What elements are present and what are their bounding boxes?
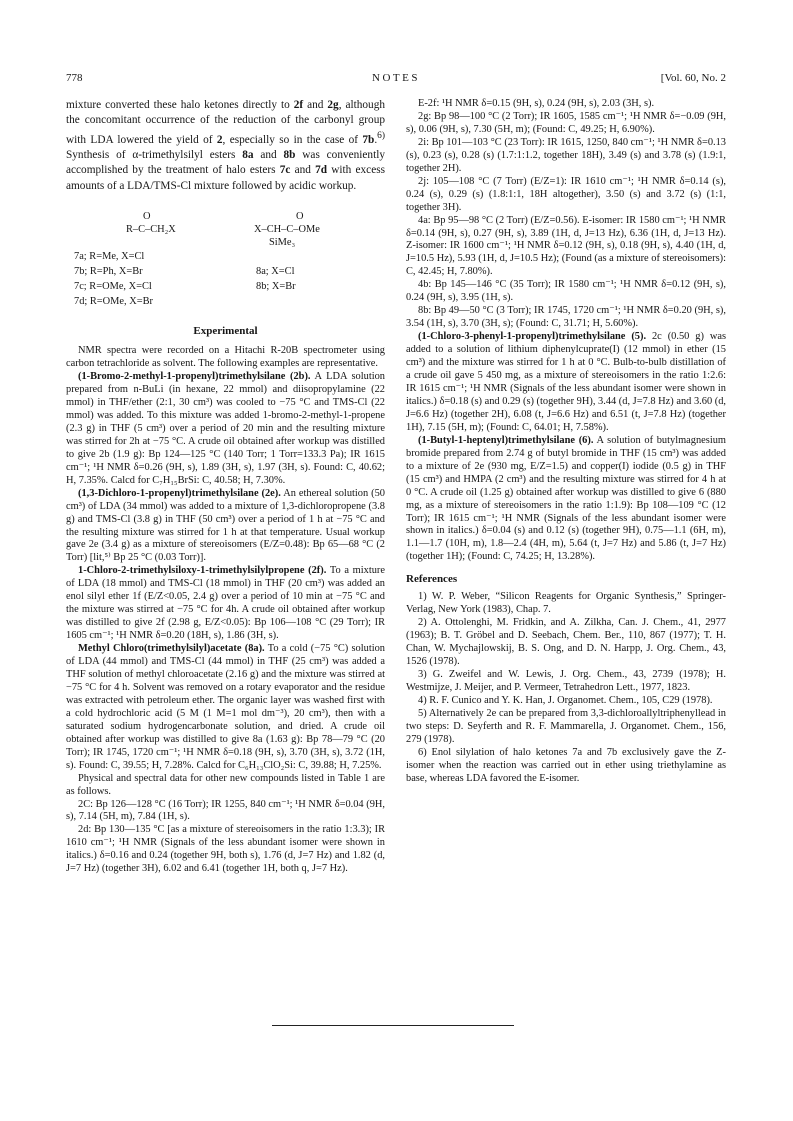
structure-scheme — [66, 210, 385, 314]
compound-7a: 7a; R=Me, X=Cl — [74, 251, 145, 263]
experimental-paragraph: 1-Chloro-2-trimethylsiloxy-1-trimethylsilylpropene (2f). To a mixture of LDA (18 mmol) and TMS-Cl (18 mmol) in THF (20 cm³) was added an enol silyl ether 1f (E/Z<0.05, 2.4 g) over a period of 10 min at −75 °C and the mixture was stirred at −75 °C for 4h. A crude oil obtained after workup was distilled to give 2f (2.98 g, E/Z<0.05): Bp 106—108 °C (29 Torr); IR 1605 cm⁻¹; ¹H NMR δ=0.20 (18H, s), 1.86 (3H, s). — [66, 565, 385, 642]
reference-item: 2) A. Ottolenghi, M. Fridkin, and A. Zilkha, Can. J. Chem., 41, 2977 (1963); B. T. Gröbel and D. Seebach, Chem. Ber., 110, 867 (1977); T. H. Chan, W. Mychajlowskij, B. S. Ong, and D. N. Harpp, J. Org. Chem., 43, 1526 (1978). — [406, 617, 726, 668]
references-heading: References — [406, 573, 458, 586]
reference-item: 5) Alternatively 2e can be prepared from 3,3-dichloroallyltriphenyllead in two steps: D. Seyferth and R. F. Mammarella, J. Organomet. Chem., 156, 279 (1978). — [406, 707, 726, 745]
experimental-paragraph: 8b: Bp 49—50 °C (3 Torr); IR 1745, 1720 cm⁻¹; ¹H NMR δ=0.20 (9H, s), 3.54 (1H, s), 3.70 (3H, s); (Found: C, 31.71; H, 5.60%). — [406, 305, 726, 330]
carbonyl-o-8: O — [296, 211, 304, 223]
experimental-paragraph: (1-Bromo-2-methyl-1-propenyl)trimethylsilane (2b). A LDA solution prepared from n-BuLi (in hexane, 22 mmol) and diisopropylamine (22 mmol) in THF/ether (2:1, 30 cm³) was cooled to −75 °C and TMS-Cl (22 mmol) was added. To this mixture was added 1-bromo-2-methyl-1-propene (2.3 g) in THF (5 cm³) over a period of 20 min and the resulting mixture was stirred for 2h at −75 °C. A crude oil obtained after workup was distilled to give 2b (1.9 g): Bp 124—125 °C (140 Torr; 1 Torr=133.3 Pa); IR 1615 cm⁻¹; ¹H NMR δ=0.26 (9H, s), 1.89 (3H, s), 1.97 (3H, s). Found: C, 40.62; H, 7.35%. Calcd for C₇H₁₅BrSi: C, 40.58; H, 7.30%. — [66, 371, 385, 486]
experimental-paragraph: Physical and spectral data for other new compounds listed in Table 1 are as follows. — [66, 772, 385, 797]
reference-item: 4) R. F. Cunico and Y. K. Han, J. Organomet. Chem., 105, C29 (1978). — [418, 694, 713, 706]
compound-8b: 8b; X=Br — [256, 281, 296, 293]
experimental-paragraph: 2i: Bp 101—103 °C (23 Torr): IR 1615, 1250, 840 cm⁻¹; ¹H NMR δ=0.13 (s), 0.23 (s), 0.28 (s) (1.7:1:1.2, together 18H), 3.49 (s) and 3.78 (s) (1.9:1, together 2H). — [406, 136, 726, 174]
experimental-paragraph: (1-Butyl-1-heptenyl)trimethylsilane (6). A solution of butylmagnesium bromide prepared from 2.74 g of butyl bromide in THF (15 cm³) was added to a mixture of 2e (930 mg, E/Z=1.5) and copper(I) iodide (0.5 g) in THF (15 cm³) and HMPA (2 cm³) and the resulting mixture was stirred for 4 h at 0 °C. A crude oil (1.25 g) obtained after workup was distilled to give 6 (880 mg, as a mixture of stereoisomers in the ratio 1:1.9): Bp 108—109 °C (12 Torr); IR 1615 cm⁻¹; ¹H NMR (Signals of the less abundant isomer were shown in italics.) δ=0.04 (s) and 0.12 (s) (together 9H), 0.75—1.1 (6H, m), 1.1—1.7 (10H, m), 1.8—2.4 (4H, m), 5.64 (t, J=7 Hz) and 5.86 (t, J=7 Hz) (together 1H); (Found: C, 74.25; H, 13.28%). — [406, 434, 726, 563]
volume-label: [Vol. 60, No. 2 — [660, 72, 726, 84]
page-header — [66, 72, 726, 88]
carbonyl-o-7: O — [143, 211, 151, 223]
compound-7c: 7c; R=OMe, X=Cl — [74, 281, 152, 293]
experimental-heading: Experimental — [193, 325, 258, 338]
experimental-paragraph: 2g: Bp 98—100 °C (2 Torr); IR 1605, 1585 cm⁻¹; ¹H NMR δ=−0.09 (9H, s), 0.06 (9H, s), 7.30 (5H, m); (Found: C, 49.25; H, 6.90%). — [406, 110, 726, 135]
reference-item: 3) G. Zweifel and W. Lewis, J. Org. Chem., 43, 2739 (1978); H. Westmijze, J. Meijer, and P. Vermeer, Tetrahedron Lett., 1977, 1823. — [406, 668, 726, 693]
reference-item: 6) Enol silylation of halo ketones 7a and 7b exclusively gave the Z-isomer when the reaction was carried out in ether using triethylamine as base, whereas LDA favored the E-isomer. — [406, 746, 726, 784]
experimental-paragraph: 2C: Bp 126—128 °C (16 Torr); IR 1255, 840 cm⁻¹; ¹H NMR δ=0.04 (9H, s), 7.14 (5H, m), 7.84 (1H, s). — [66, 798, 385, 823]
compound-7b: 7b; R=Ph, X=Br — [74, 266, 143, 278]
page-number: 778 — [66, 72, 83, 84]
experimental-paragraph: NMR spectra were recorded on a Hitachi R-20B spectrometer using carbon tetrachloride as solvent. The following examples are representative. — [66, 345, 385, 370]
experimental-paragraph: 2j: 105—108 °C (7 Torr) (E/Z=1): IR 1610 cm⁻¹; ¹H NMR δ=0.14 (s), 0.24 (s), 0.29 (s) (1.8:1:1, 18H altogether), 3.50 (s) and 3.72 (s) (1:1, together 3H). — [406, 175, 726, 213]
reference-item: 1) W. P. Weber, “Silicon Reagents for Organic Synthesis,” Springer-Verlag, New York (1983), Chap. 7. — [406, 591, 726, 616]
bottom-rule — [272, 1025, 514, 1026]
experimental-paragraph: 4b: Bp 145—146 °C (35 Torr); IR 1580 cm⁻¹; ¹H NMR δ=0.12 (9H, s), 0.24 (9H, s), 3.95 (1H, s). — [406, 279, 726, 304]
right-column — [406, 98, 726, 786]
running-title: NOTES — [372, 72, 420, 84]
compound-8a: 8a; X=Cl — [256, 266, 295, 278]
experimental-paragraph: E-2f: ¹H NMR δ=0.15 (9H, s), 0.24 (9H, s), 2.03 (3H, s). — [418, 98, 655, 109]
intro-paragraph: mixture converted these halo ketones directly to 2f and 2g, although the concomitant occurrence of the reduction of the carbonyl group with LDA lowered the yield of 2, especially so in the case of 7b.$^{6)}$ Synthesis of α-trimethylsilyl esters 8a and 8b was conveniently accomplished by the treatment of halo esters 7c and 7d with excess amounts of a LDA/TMS-Cl mixture followed by acidic workup. — [66, 99, 386, 192]
formula-8-sub: SiMe₃ — [269, 237, 296, 249]
experimental-paragraph: (1,3-Dichloro-1-propenyl)trimethylsilane (2e). An ethereal solution (50 cm³) of LDA (34 mmol) was added to a mixture of 1,3-dichloropropene (3.8 g) and TMS-Cl (3.8 g) in THF (50 cm³) over a period of 1 h at −75 °C and the resulting mixture was stirred for 1 h at that temperature. Usual workup gave 2e (3.4 g) as a mixture of stereoisomers (E/Z=0.48): Bp 65—68 °C (2 Torr) [lit,⁵⁾ Bp 25 °C (0.03 Torr)]. — [66, 487, 385, 564]
experimental-paragraph: Methyl Chloro(trimethylsilyl)acetate (8a). To a cold (−75 °C) solution of LDA (44 mmol) and TMS-Cl (44 mmol) in THF (25 cm³) was added a THF solution of methyl chloroacetate (2.16 g) and the mixture was stirred at −75 °C for 4 h. Solvent was removed on a rotary evaporator and the residue was extracted with petroleum ether. The organic layer was washed first with a cold hydrochloric acid (5 M (1 M=1 mol dm⁻³), 20 cm³), then with a saturated sodium hydrogencarbonate solution, and dried. A crude oil obtained after workup was distilled to give 8a (1.63 g): Bp 78—79 °C (20 Torr); IR 1745, 1720 cm⁻¹; ¹H NMR δ=0.18 (9H, s), 3.70 (3H, s), 3.72 (1H, s). Found: C, 39.55; H, 7.28%. Calcd for C₆H₁₃ClO₂Si: C, 39.88; H, 7.25%. — [66, 643, 385, 771]
experimental-paragraph: (1-Chloro-3-phenyl-1-propenyl)trimethylsilane (5). 2c (0.50 g) was added to a solution of lithium diphenylcuprate(I) (12 mmol) in ether (15 cm³) and the mixture was stirred for 1 h at 0 °C. Bulb-to-bulb distillation of a crude oil gave 5 450 mg, as a mixture of stereoisomers in the ratio 1:2.6: IR 1615 cm⁻¹; ¹H NMR (Signals of the less abundant isomer were shown in italics.) δ=0.18 (s) and 0.29 (s) (together 9H), 3.44 (d, J=7.8 Hz) and 3.60 (d, J=6.6 Hz) (together 2H), 6.08 (t, J=6.6 Hz) and 6.51 (t, J=7.8 Hz) (together 1H), 7.15 (5H, m); (Found: C, 64.01; H, 7.58%). — [406, 331, 726, 433]
compound-7d: 7d; R=OMe, X=Br — [74, 296, 153, 308]
experimental-paragraph: 2d: Bp 130—135 °C [as a mixture of stereoisomers in the ratio 1:3.3); IR 1610 cm⁻¹; ¹H NMR (Signals of the less abundant isomer were shown in italics.) δ=0.16 and 0.24 (together 9H, both s), 1.76 (d, J=7 Hz) and 1.82 (d, J=7 Hz) (together 3H), 6.02 and 6.41 (together 1H, both q, J=7 Hz). — [66, 824, 385, 875]
formula-8: X–CH–C–OMe — [254, 224, 320, 236]
experimental-paragraph: 4a: Bp 95—98 °C (2 Torr) (E/Z=0.56). E-isomer: IR 1580 cm⁻¹; ¹H NMR δ=0.14 (9H, s), 0.27 (9H, s), 3.89 (1H, d, J=13 Hz), 6.36 (1H, d, J=13 Hz). Z-isomer: IR 1600 cm⁻¹; ¹H NMR δ=0.12 (9H, s), 0.18 (9H, s), 4.40 (1H, d, J=10.5 Hz), 5.93 (1H, d, J=10.5 Hz); (Found (as a mixture of stereoisomers): C, 42.45; H, 7.80%). — [406, 214, 726, 278]
formula-7: R–C–CH₂X — [126, 224, 176, 236]
left-column — [66, 98, 385, 876]
